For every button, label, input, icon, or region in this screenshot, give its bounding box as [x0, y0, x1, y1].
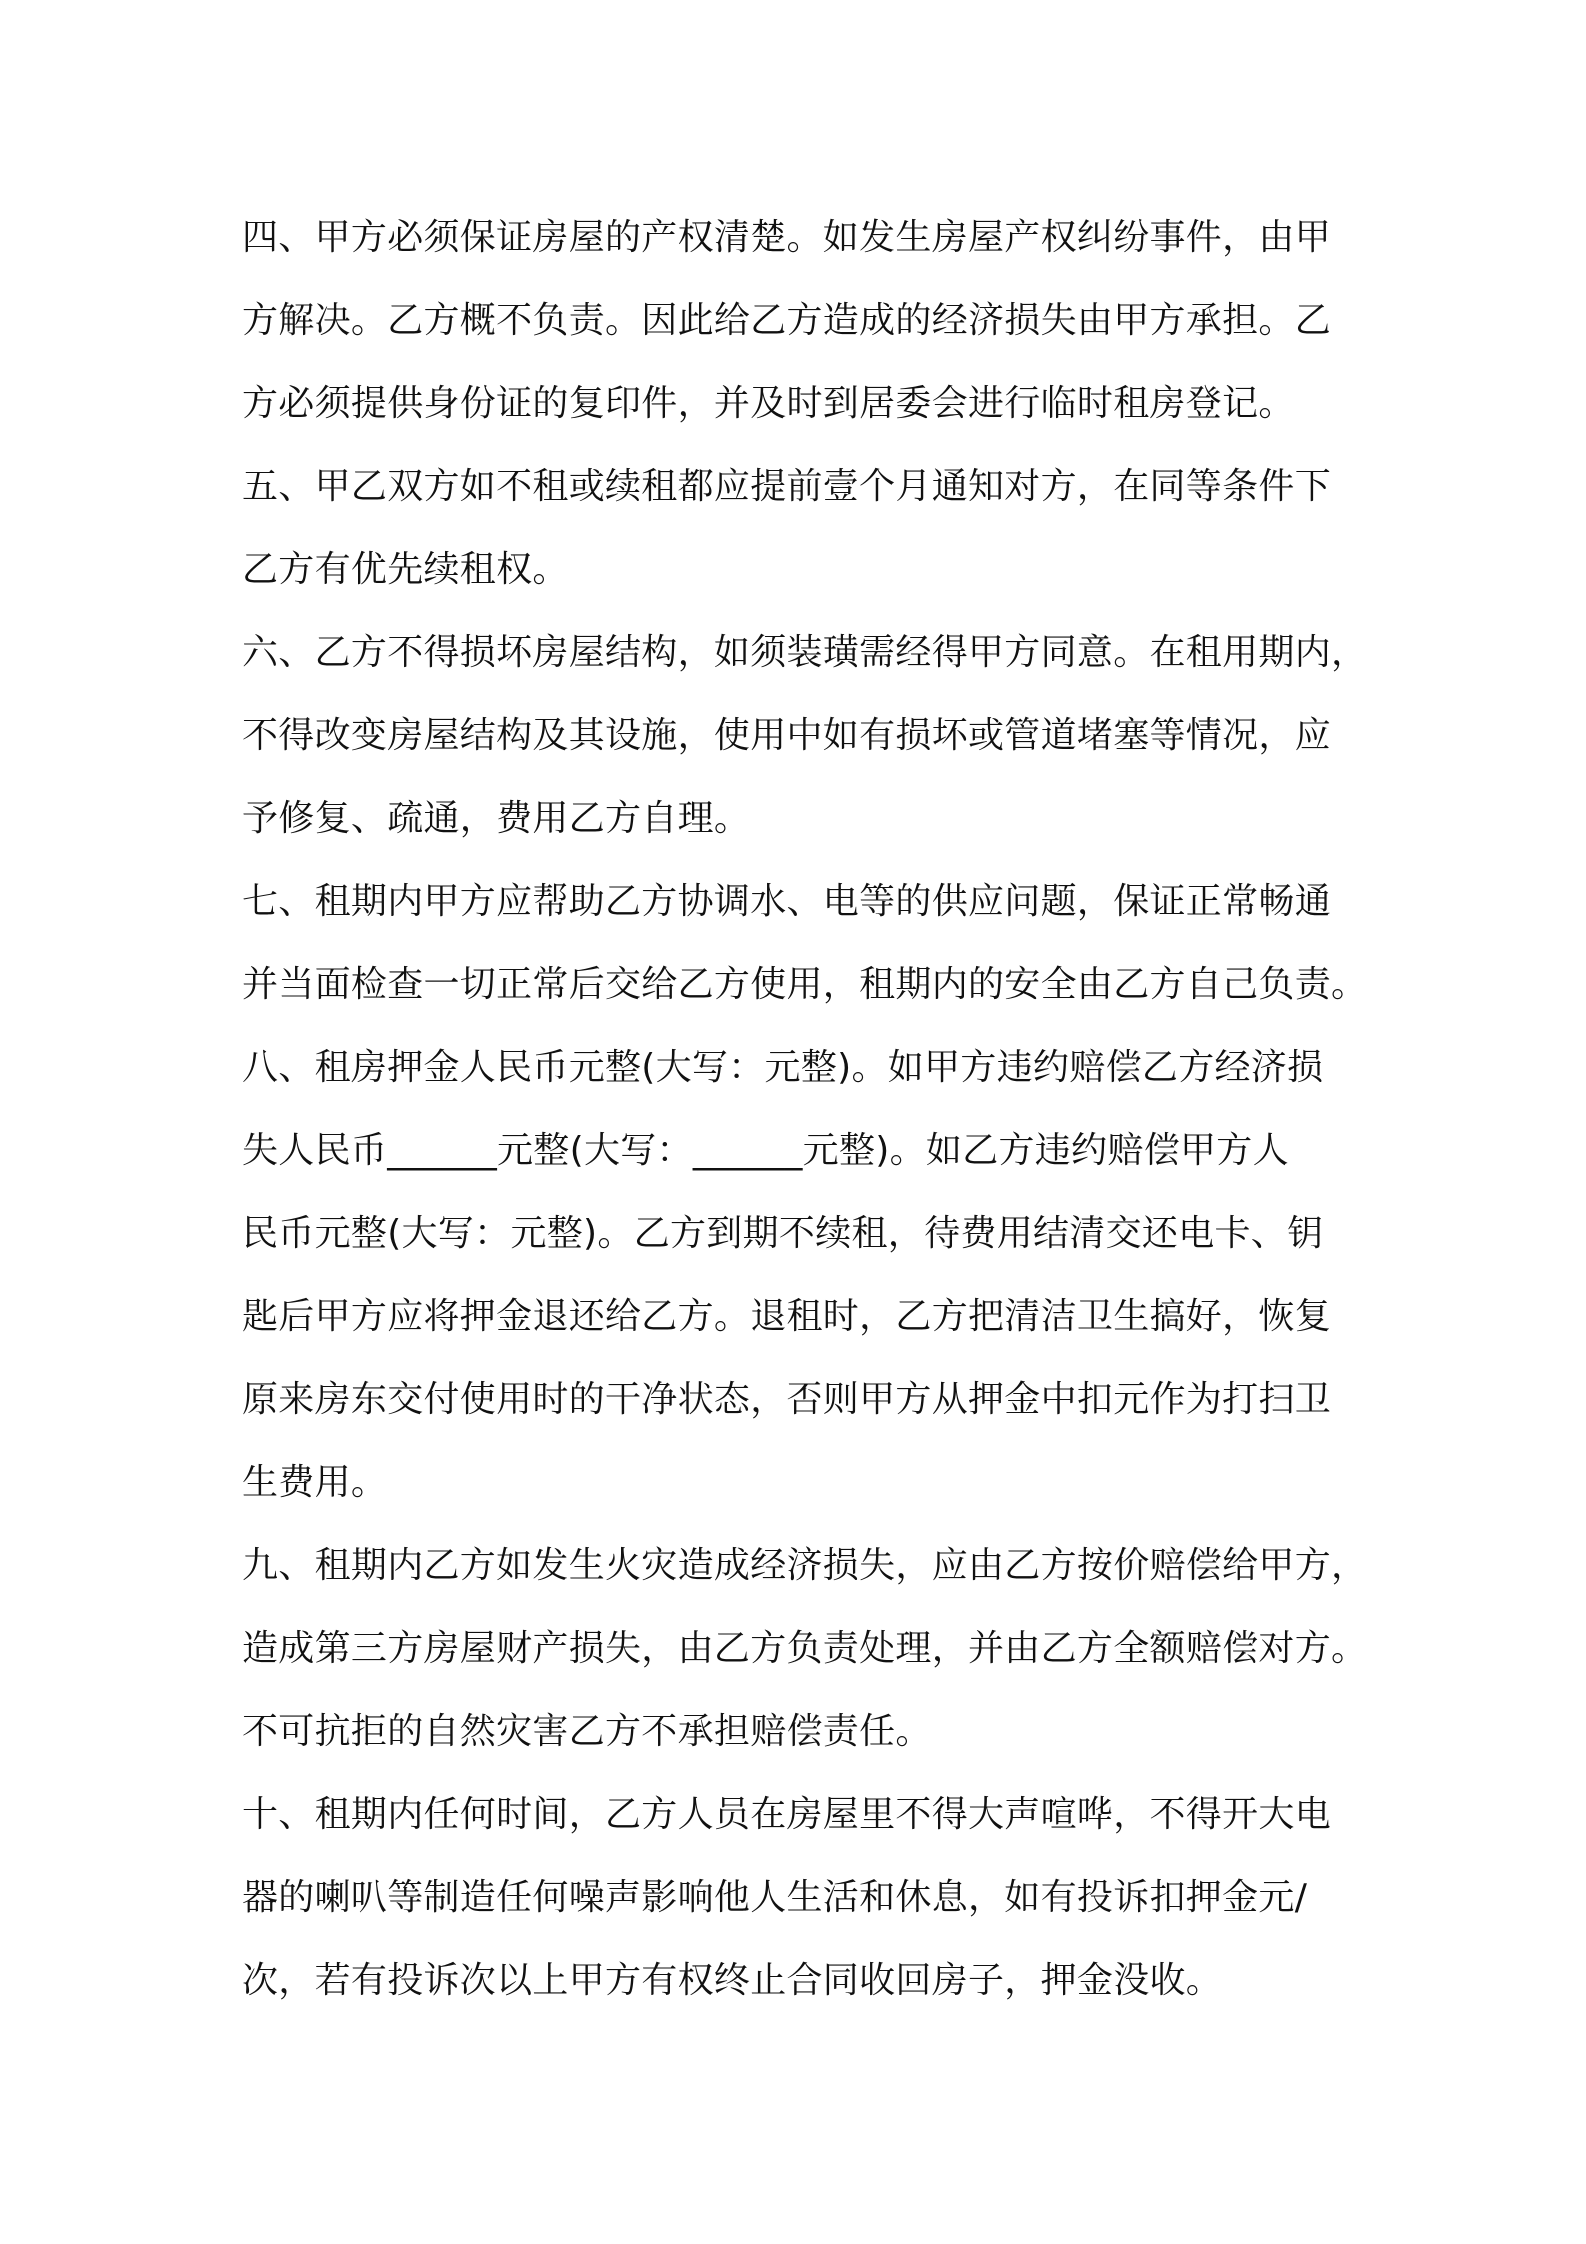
text-line: 民币元整(大写：元整)。乙方到期不续租，待费用结清交还电卡、钥	[242, 1213, 1324, 1254]
text-line: 九、租期内乙方如发生火灾造成经济损失，应由乙方按价赔偿给甲方，	[242, 1545, 1368, 1586]
text-line: 生费用。	[242, 1462, 388, 1503]
text-line: 乙方有优先续租权。	[242, 549, 569, 590]
text-line: 次，若有投诉次以上甲方有权终止合同收回房子，押金没收。	[242, 1960, 1223, 2001]
text-line: 不得改变房屋结构及其设施，使用中如有损坏或管道堵塞等情况，应	[242, 715, 1332, 756]
text-line: 方必须提供身份证的复印件，并及时到居委会进行临时租房登记。	[242, 383, 1295, 424]
text-line: 原来房东交付使用时的干净状态，否则甲方从押金中扣元作为打扫卫	[242, 1379, 1332, 1420]
text-line: 并当面检查一切正常后交给乙方使用，租期内的安全由乙方自己负责。	[242, 964, 1368, 1005]
text-line: 七、租期内甲方应帮助乙方协调水、电等的供应问题，保证正常畅通	[242, 881, 1332, 922]
text-line: 不可抗拒的自然灾害乙方不承担赔偿责任。	[242, 1711, 932, 1752]
text-line: 器的喇叭等制造任何噪声影响他人生活和休息，如有投诉扣押金元/	[242, 1877, 1308, 1918]
text-line: 造成第三方房屋财产损失，由乙方负责处理，并由乙方全额赔偿对方。	[242, 1628, 1368, 1669]
text-line: 匙后甲方应将押金退还给乙方。退租时，乙方把清洁卫生搞好，恢复	[242, 1296, 1332, 1337]
text-line: 四、甲方必须保证房屋的产权清楚。如发生房屋产权纠纷事件，由甲	[242, 217, 1332, 258]
text-line: 方解决。乙方概不负责。因此给乙方造成的经济损失由甲方承担。乙	[242, 300, 1332, 341]
text-line: 八、租房押金人民币元整(大写：元整)。如甲方违约赔偿乙方经济损	[242, 1047, 1324, 1088]
text-line: 六、乙方不得损坏房屋结构，如须装璜需经得甲方同意。在租用期内，	[242, 632, 1368, 673]
text-line: 十、租期内任何时间，乙方人员在房屋里不得大声喧哗，不得开大电	[242, 1794, 1332, 1835]
contract-body	[242, 196, 1368, 2022]
text-line: 予修复、疏通，费用乙方自理。	[242, 798, 751, 839]
text-line: 五、甲乙双方如不租或续租都应提前壹个月通知对方，在同等条件下	[242, 466, 1332, 507]
text-line: 失人民币______元整(大写：______元整)。如乙方违约赔偿甲方人	[242, 1130, 1289, 1171]
